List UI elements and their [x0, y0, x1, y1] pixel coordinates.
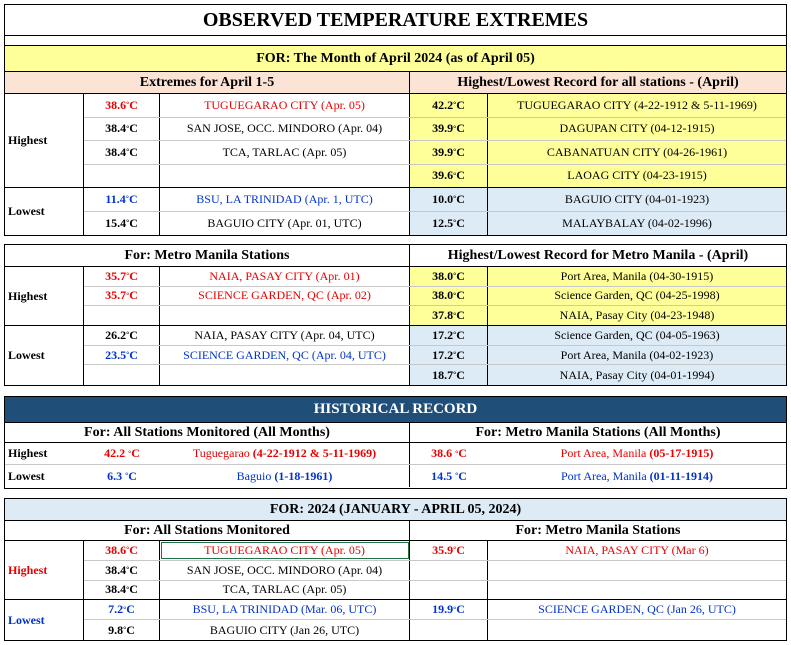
temperature-value: 38.6 ° C	[84, 94, 160, 117]
record-station: Science Garden, QC (04-25-1998)	[488, 287, 786, 306]
record-value: 17.2 ° C	[410, 346, 488, 365]
record-header: Highest/Lowest Record for all stations - (April)	[410, 72, 786, 93]
temperature-value	[84, 365, 160, 385]
year-title: FOR: 2024 (JANUARY - APRIL 05, 2024)	[269, 501, 522, 517]
table-row	[84, 141, 786, 165]
table-row	[84, 212, 786, 236]
record-value	[410, 581, 488, 600]
historical-mm-high-station: Port Area, Manila (05-17-1915)	[560, 446, 714, 460]
temperature-value: 38.4 ° C	[84, 561, 160, 580]
record-value: 38.0 ° C	[410, 287, 488, 306]
station-name: SAN JOSE, OCC. MINDORO (Apr. 04)	[160, 561, 410, 580]
table-row	[84, 165, 786, 189]
historical-high-value: 42.2 ° C	[104, 446, 140, 460]
record-value: 37.8 ° C	[410, 306, 488, 325]
year-right-header: For: Metro Manila Stations	[515, 522, 681, 538]
station-name: BSU, LA TRINIDAD (Mar. 06, UTC)	[160, 600, 410, 619]
record-station: Port Area, Manila (04-02-1923)	[488, 346, 786, 365]
record-station	[488, 620, 786, 640]
record-station: DAGUPAN CITY (04-12-1915)	[488, 118, 786, 141]
record-value: 19.9 ° C	[410, 600, 488, 619]
station-name: BAGUIO CITY (Jan 26, UTC)	[160, 620, 410, 640]
historical-mm-low-station: Port Area, Manila (01-11-1914)	[561, 468, 713, 483]
record-station: LAOAG CITY (04-23-1915)	[488, 165, 786, 188]
temperature-value: 23.5 ° C	[84, 346, 160, 365]
table-row	[84, 600, 786, 620]
historical-mm-high-value: 38.6 ° C	[431, 446, 467, 460]
record-station: BAGUIO CITY (04-01-1923)	[488, 188, 786, 211]
metro-header: For: Metro Manila Stations	[5, 245, 410, 266]
station-name: SAN JOSE, OCC. MINDORO (Apr. 04)	[160, 118, 410, 141]
record-station	[488, 561, 786, 580]
record-station: CABANATUAN CITY (04-26-1961)	[488, 141, 786, 164]
historical-section	[4, 396, 787, 489]
temperature-value: 38.4 ° C	[84, 118, 160, 141]
table-row	[84, 541, 786, 561]
temperature-value	[84, 165, 160, 188]
record-value: 39.6 ° C	[410, 165, 488, 188]
station-name: TCA, TARLAC (Apr. 05)	[160, 581, 410, 600]
highest-label: Highest	[5, 94, 84, 188]
metro-manila-april-section	[4, 244, 787, 386]
table-row	[84, 365, 786, 385]
record-station: MALAYBALAY (04-02-1996)	[488, 212, 786, 236]
table-row	[84, 287, 786, 307]
record-value	[410, 561, 488, 580]
table-row	[84, 326, 786, 346]
metro-record-header: Highest/Lowest Record for Metro Manila - (April)	[447, 247, 749, 263]
temperature-value: 35.7 ° C	[84, 267, 160, 286]
temperature-value: 38.4 ° C	[84, 141, 160, 164]
historical-right-header: For: Metro Manila Stations (All Months)	[475, 424, 721, 440]
historical-low-station: Baguio (1-18-1961)	[160, 465, 410, 487]
historical-mm-low-value: 14.5 ° C	[431, 468, 467, 483]
station-name: TCA, TARLAC (Apr. 05)	[160, 141, 410, 164]
record-station: NAIA, Pasay City (04-23-1948)	[488, 306, 786, 325]
station-name: TUGUEGARAO CITY (Apr. 05)	[160, 94, 410, 117]
historical-left-header: For: All Stations Monitored (All Months)	[5, 423, 410, 442]
month-period-title: FOR: The Month of April 2024 (as of April 05)	[256, 50, 535, 66]
temperature-value: 26.2 ° C	[84, 326, 160, 345]
metro-table-body	[5, 267, 786, 385]
temperature-value: 7.2 ° C	[84, 600, 160, 619]
record-station: TUGUEGARAO CITY (4-22-1912 & 5-11-1969)	[488, 94, 786, 117]
record-value	[410, 620, 488, 640]
april-extremes-section	[4, 4, 787, 236]
station-name	[160, 365, 410, 385]
temperature-value: 38.6 ° C	[84, 541, 160, 560]
record-value: 35.9 ° C	[410, 541, 488, 560]
record-station	[488, 581, 786, 600]
temperature-value	[84, 306, 160, 325]
temperature-value: 11.4 ° C	[84, 188, 160, 211]
record-station: NAIA, PASAY CITY (Mar 6)	[565, 542, 709, 557]
station-name: BSU, LA TRINIDAD (Apr. 1, UTC)	[160, 188, 410, 211]
record-value: 39.9 ° C	[410, 118, 488, 141]
station-name: TUGUEGARAO CITY (Apr. 05)	[160, 541, 410, 560]
temperature-value: 9.8 ° C	[84, 620, 160, 640]
highest-label: Highest	[5, 267, 84, 326]
record-value: 18.7 ° C	[410, 365, 488, 385]
historical-highest-label: Highest	[8, 446, 48, 460]
table-row	[84, 188, 786, 212]
station-name: SCIENCE GARDEN, QC (Apr. 02)	[160, 287, 410, 306]
station-name	[160, 306, 410, 325]
temperature-value: 15.4 ° C	[84, 212, 160, 236]
highest-label: Highest	[5, 541, 84, 600]
record-value: 12.5 ° C	[410, 212, 488, 236]
historical-high-station: Tuguegarao (4-22-1912 & 5-11-1969)	[160, 443, 410, 464]
station-name: NAIA, PASAY CITY (Apr. 04, UTC)	[160, 326, 410, 345]
april-table-body	[5, 94, 786, 235]
table-row	[84, 267, 786, 287]
table-row	[84, 620, 786, 640]
record-station: NAIA, Pasay City (04-01-1994)	[488, 365, 786, 385]
historical-lowest-label: Lowest	[8, 468, 45, 483]
record-station: SCIENCE GARDEN, QC (Jan 26, UTC)	[538, 602, 736, 617]
station-name: NAIA, PASAY CITY (Apr. 01)	[160, 267, 410, 286]
record-value: 17.2 ° C	[410, 326, 488, 345]
year-2024-section	[4, 498, 787, 641]
page-title: OBSERVED TEMPERATURE EXTREMES	[202, 8, 589, 31]
station-name: BAGUIO CITY (Apr. 01, UTC)	[160, 212, 410, 236]
table-row	[84, 561, 786, 581]
station-name: SCIENCE GARDEN, QC (Apr. 04, UTC)	[160, 346, 410, 365]
historical-low-value: 6.3 ° C	[107, 468, 137, 483]
table-row	[84, 118, 786, 142]
temperature-value: 38.4 ° C	[84, 581, 160, 600]
lowest-label: Lowest	[5, 600, 84, 640]
year-table-body	[5, 541, 786, 640]
station-name	[160, 165, 410, 188]
table-row	[84, 306, 786, 326]
table-row	[84, 346, 786, 366]
temperature-value: 35.7 ° C	[84, 287, 160, 306]
record-value: 39.9 ° C	[410, 141, 488, 164]
lowest-label: Lowest	[5, 326, 84, 385]
year-left-header: For: All Stations Monitored	[5, 521, 410, 540]
record-station: Science Garden, QC (04-05-1963)	[488, 326, 786, 345]
extremes-header: Extremes for April 1-5	[5, 72, 410, 93]
historical-title: HISTORICAL RECORD	[313, 401, 478, 417]
record-value: 42.2 ° C	[410, 94, 488, 117]
table-row	[84, 581, 786, 601]
lowest-label: Lowest	[5, 188, 84, 235]
record-value: 10.0 ° C	[410, 188, 488, 211]
table-row	[84, 94, 786, 118]
record-value: 38.0 ° C	[410, 267, 488, 286]
record-station: Port Area, Manila (04-30-1915)	[488, 267, 786, 286]
